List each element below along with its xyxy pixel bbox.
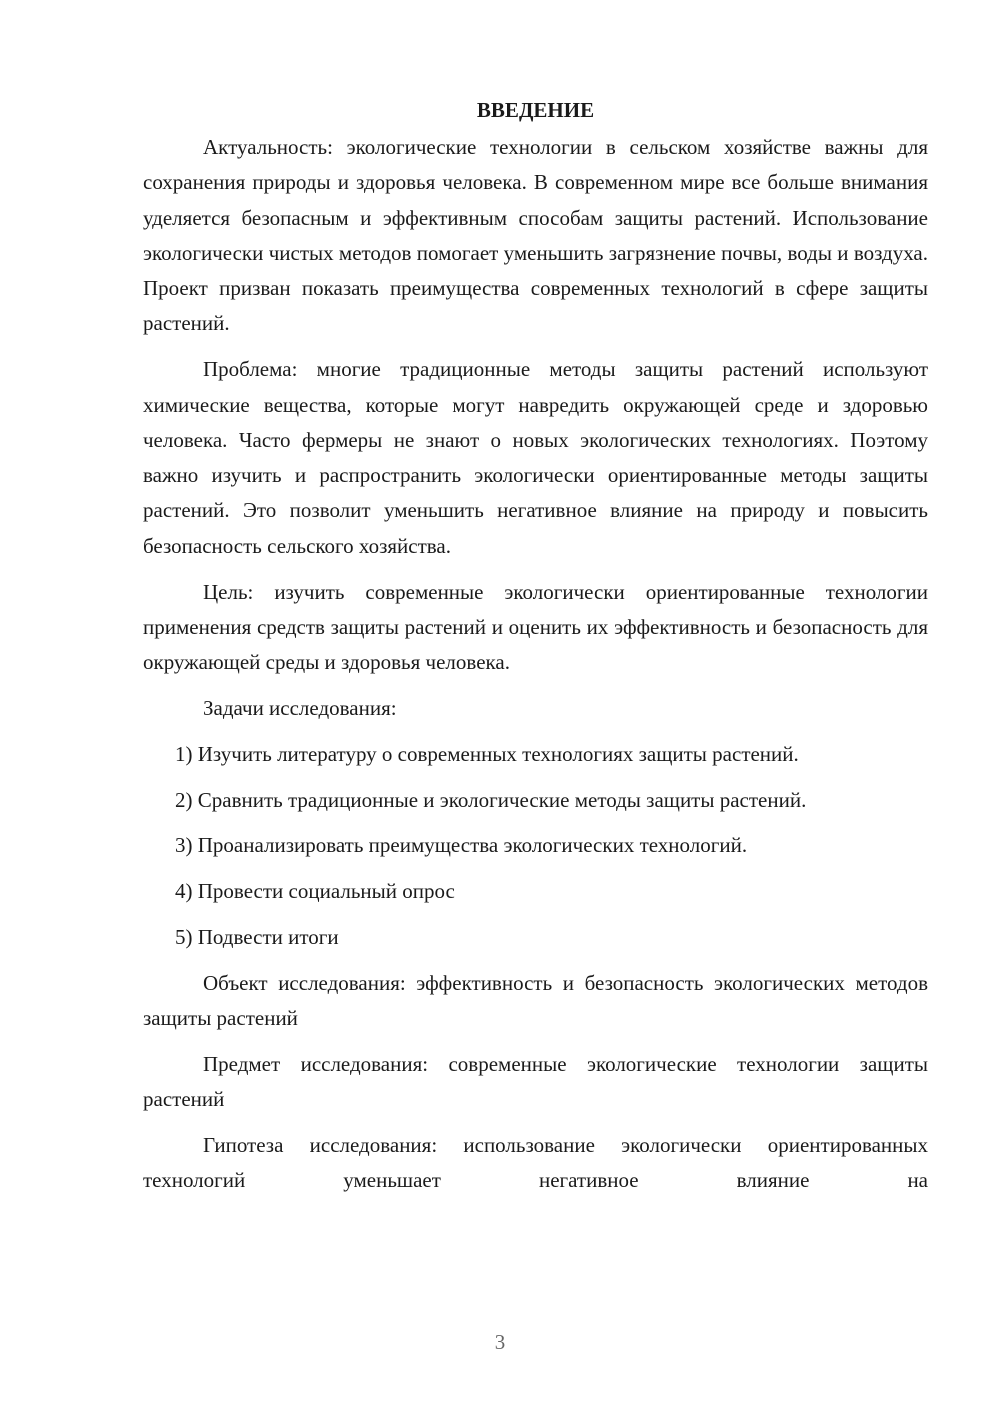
task-item-2: 2) Сравнить традиционные и экологические методы защиты растений. xyxy=(175,787,807,812)
subject-paragraph: Предмет исследования: современные экологические технологии защиты растений xyxy=(143,1051,928,1112)
document-page xyxy=(143,93,928,1209)
page-number: 3 xyxy=(494,1330,506,1354)
relevance-paragraph: Актуальность: экологические технологии в сельском хозяйстве важны для сохранения природы и здоровья человека. В современном мире все больше внимания уделяется безопасным и эффективным способам защиты растений. Использование экологически чистых методов помогает уменьшить загрязнение почвы, воды и воздуха. Проект призван показать преимущества современных технологий в сфере защиты растений. xyxy=(143,135,928,336)
hypothesis-paragraph: Гипотеза исследования: использование экологически ориентированных технологий уменьшает негативное влияние на xyxy=(143,1132,928,1193)
page-title: ВВЕДЕНИЕ xyxy=(476,98,595,122)
tasks-heading: Задачи исследования: xyxy=(203,695,397,720)
problem-paragraph: Проблема: многие традиционные методы защиты растений используют химические вещества, которые могут навредить окружающей среде и здоровью человека. Часто фермеры не знают о новых экологических технологиях. Поэтому важно изучить и распространить экологически ориентированные методы защиты растений. Это позволит уменьшить негативное влияние на природу и повысить безопасность сельского хозяйства. xyxy=(143,357,928,558)
task-item-1: 1) Изучить литературу о современных технологиях защиты растений. xyxy=(175,741,799,766)
task-item-5: 5) Подвести итоги xyxy=(175,924,339,949)
object-paragraph: Объект исследования: эффективность и безопасность экологических методов защиты растений xyxy=(143,970,928,1031)
task-item-3: 3) Проанализировать преимущества экологических технологий. xyxy=(175,833,748,858)
goal-paragraph: Цель: изучить современные экологически ориентированные технологии применения средств защиты растений и оценить их эффективность и безопасность для окружающей среды и здоровья человека. xyxy=(143,579,928,675)
task-item-4: 4) Провести социальный опрос xyxy=(175,879,455,904)
